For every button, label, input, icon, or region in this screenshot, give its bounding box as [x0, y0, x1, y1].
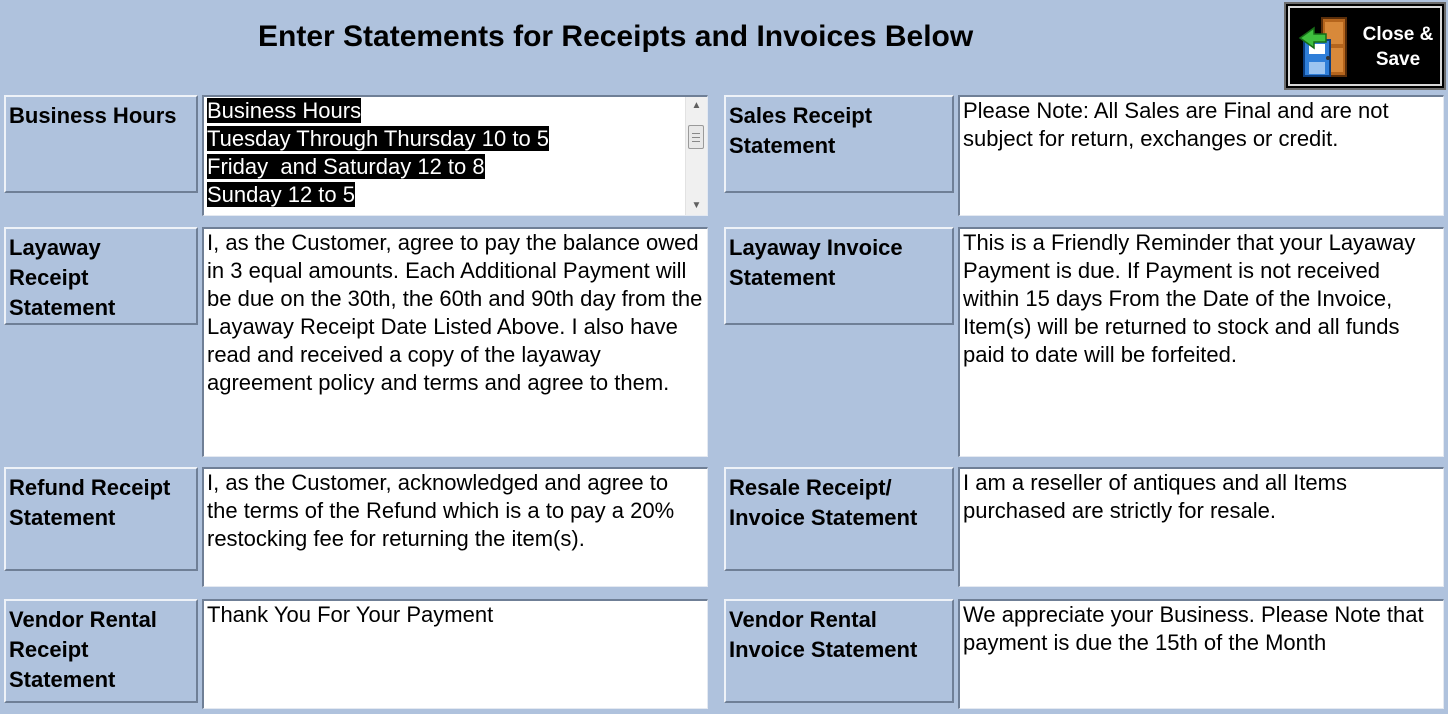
- business-hours-line-4: Sunday 12 to 5: [207, 182, 356, 207]
- scroll-thumb[interactable]: [688, 125, 704, 149]
- door-exit-icon: [1296, 14, 1352, 80]
- business-hours-line-1: Business Hours: [207, 98, 362, 123]
- scroll-up-arrow-icon[interactable]: ▲: [691, 100, 702, 111]
- business-hours-input[interactable]: [202, 95, 708, 216]
- business-hours-line-2: Tuesday Through Thursday 10 to 5: [207, 126, 550, 151]
- refund-receipt-statement-input[interactable]: I, as the Customer, acknowledged and agree to the terms of the Refund which is a to pay a 20% restocking fee for returning the item(s).: [202, 467, 708, 587]
- refund-receipt-label: Refund Receipt Statement: [4, 467, 198, 571]
- vendor-rental-invoice-label: Vendor Rental Invoice Statement: [724, 599, 954, 703]
- scroll-down-arrow-icon[interactable]: ▼: [691, 200, 702, 211]
- business-hours-line-3: Friday and Saturday 12 to 8: [207, 154, 485, 179]
- business-hours-scrollbar[interactable]: [685, 97, 707, 215]
- resale-receipt-statement-input[interactable]: I am a reseller of antiques and all Items purchased are strictly for resale.: [958, 467, 1444, 587]
- layaway-receipt-statement-input[interactable]: I, as the Customer, agree to pay the balance owed in 3 equal amounts. Each Additional Payment will be due on the 30th, the 60th and 90th day from the Layaway Receipt Date Listed Above. I also have read and received a copy of the layaway agreement policy and terms and agree to them.: [202, 227, 708, 457]
- layaway-receipt-label: Layaway Receipt Statement: [4, 227, 198, 325]
- page-title: Enter Statements for Receipts and Invoices Below: [258, 20, 974, 53]
- business-hours-label: Business Hours: [4, 95, 198, 193]
- resale-receipt-label: Resale Receipt/ Invoice Statement: [724, 467, 954, 571]
- close-and-save-button[interactable]: [1284, 2, 1446, 90]
- layaway-invoice-label: Layaway Invoice Statement: [724, 227, 954, 325]
- close-button-label-line2: Save: [1375, 49, 1421, 70]
- vendor-rental-receipt-label: Vendor Rental Receipt Statement: [4, 599, 198, 703]
- sales-receipt-label: Sales Receipt Statement: [724, 95, 954, 193]
- close-button-label-line1: Close &: [1362, 24, 1434, 45]
- vendor-rental-receipt-statement-input[interactable]: Thank You For Your Payment: [202, 599, 708, 709]
- sales-receipt-statement-input[interactable]: Please Note: All Sales are Final and are not subject for return, exchanges or credit.: [958, 95, 1444, 216]
- vendor-rental-invoice-statement-input[interactable]: We appreciate your Business. Please Note that payment is due the 15th of the Month: [958, 599, 1444, 709]
- layaway-invoice-statement-input[interactable]: This is a Friendly Reminder that your Layaway Payment is due. If Payment is not received within 15 days From the Date of the Invoice, Item(s) will be returned to stock and all funds paid to date will be forfeited.: [958, 227, 1444, 457]
